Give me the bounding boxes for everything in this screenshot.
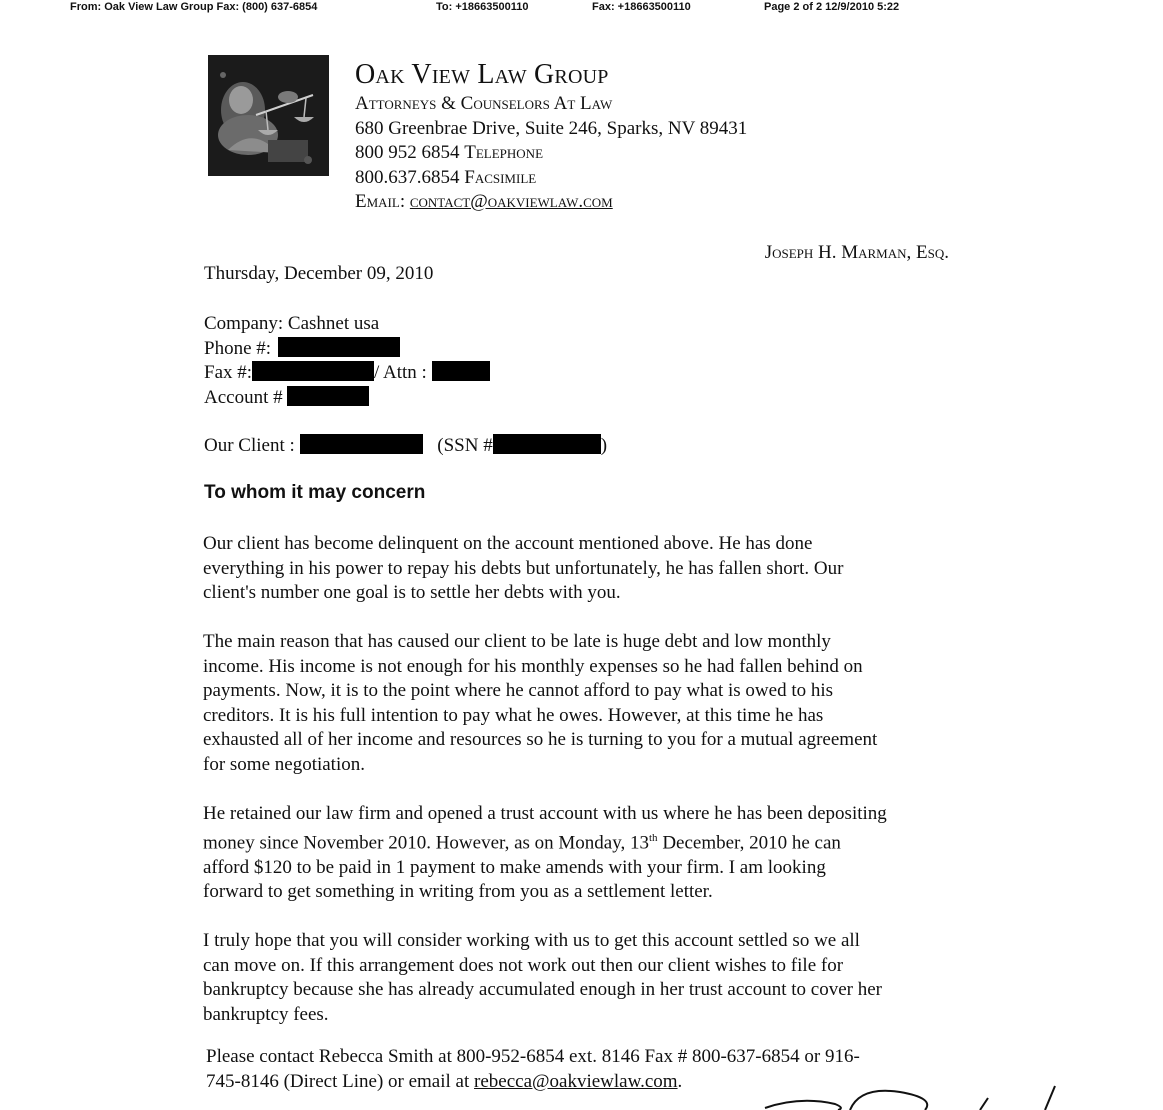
fax-row — [204, 361, 490, 386]
fax-redaction — [252, 361, 374, 381]
paragraph-3-part-b: December, 2010 he can afford $120 to be paid in 1 payment to make amends with your firm. I am looking forward to get something in writing from you as a settlement letter. — [203, 832, 841, 903]
paragraph-3-part-a: He retained our law firm and opened a trust account with us where he has been depositing money since November 2010. However, as on Monday, 13 — [203, 802, 887, 854]
telephone-number: 800 952 6854 — [355, 142, 460, 163]
fax-header — [70, 1, 1150, 17]
firm-telephone — [355, 141, 915, 166]
company-label: Company: — [204, 313, 284, 334]
firm-logo-image — [208, 55, 329, 176]
facsimile-number: 800.637.6854 — [355, 166, 460, 188]
email-label: Email: — [355, 191, 406, 212]
firm-name: Oak View Law Group — [355, 59, 609, 90]
letter-date: Thursday, December 09, 2010 — [204, 263, 434, 284]
firm-tagline: Attorneys & Counselors At Law — [355, 93, 613, 114]
paragraph-3 — [203, 802, 963, 905]
attn-redaction — [432, 361, 490, 381]
ssn-redaction — [493, 434, 601, 454]
fax-label: Fax #: — [204, 362, 253, 383]
firm-address: 680 Greenbrae Drive, Suite 246, Sparks, NV 89431 — [355, 117, 748, 139]
account-row — [204, 386, 490, 411]
attorney-name: Joseph H. Marman, Esq. — [764, 242, 949, 263]
company-row — [204, 312, 490, 337]
client-label: Our Client : — [204, 435, 295, 456]
recipient-block — [204, 312, 490, 410]
telephone-label: Telephone — [464, 142, 544, 163]
paragraph-2: The main reason that has caused our client to be late is huge debt and low monthly income. His income is not enough for his monthly expenses so he had fallen behind on payments. Now, it is to the point where he cannot afford to pay what is owed to his creditors. It is his full intention to pay what he owes. However, at this time he has exhausted all of her income and resources so he is turning to you for a mutual agreement for some negotiation. — [203, 631, 878, 775]
contact-email-link[interactable]: rebecca@oakviewlaw.com — [474, 1070, 678, 1092]
ssn-label: (SSN # — [437, 435, 493, 456]
firm-email-link[interactable]: contact@oakviewlaw.com — [409, 191, 613, 212]
contact-end: . — [677, 1070, 683, 1092]
account-redaction — [287, 386, 369, 406]
company-value: Cashnet usa — [287, 313, 380, 334]
client-line — [204, 434, 607, 457]
contact-text: Please contact Rebecca Smith at 800-952-6854 ext. 8146 Fax # 800-637-6854 or 916- 745-8146 (Direct Line) or email at — [206, 1046, 860, 1092]
signature-scribble — [760, 1078, 1080, 1110]
phone-redaction — [278, 337, 400, 357]
attn-label: / Attn : — [374, 362, 427, 383]
fax-page-info: Page 2 of 2 12/9/2010 5:22 — [764, 1, 900, 13]
phone-row — [204, 337, 490, 362]
paragraph-1: Our client has become delinquent on the account mentioned above. He has done everything in his power to repay his debts but unfortunately, he has fallen short. Our client's number one goal is to settle her debts with you. — [203, 533, 844, 603]
facsimile-label: Facsimile — [464, 166, 537, 188]
fax-number: Fax: +18663500110 — [592, 1, 691, 13]
account-label: Account # — [204, 386, 283, 408]
phone-label: Phone #: — [204, 337, 272, 359]
firm-email — [355, 190, 915, 215]
fax-to: To: +18663500110 — [436, 1, 529, 13]
scales-of-justice-icon — [208, 55, 329, 176]
letter-body — [203, 532, 963, 1052]
fax-from: From: Oak View Law Group Fax: (800) 637-6854 — [70, 1, 318, 13]
client-name-redaction — [300, 434, 423, 454]
letterhead — [355, 58, 915, 215]
ssn-close: ) — [600, 435, 608, 456]
paragraph-3-superscript: th — [649, 832, 658, 844]
salutation: To whom it may concern — [204, 482, 426, 503]
firm-facsimile — [355, 166, 915, 191]
paragraph-4: I truly hope that you will consider working with us to get this account settled so we all can move on. If this arrangement does not work out then our client wishes to file for bankruptcy because she has already accumulated enough in her trust account to cover her bankruptcy fees. — [203, 930, 882, 1025]
